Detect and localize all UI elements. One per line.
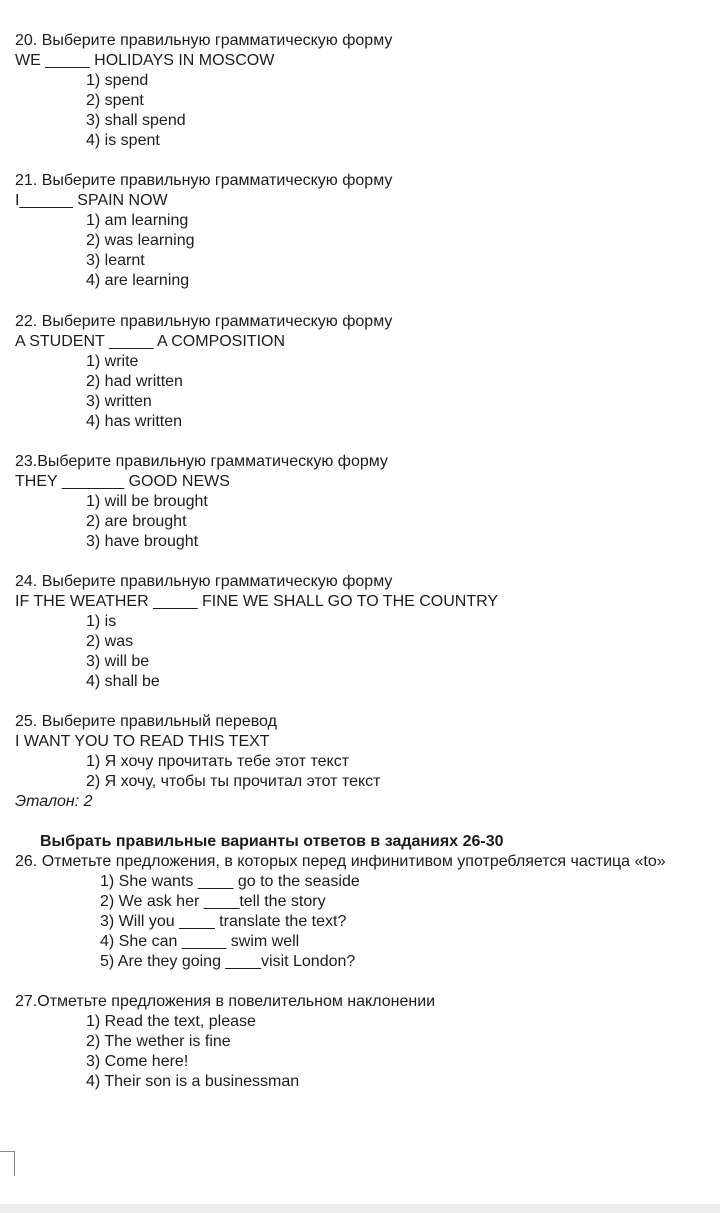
q25-option: 1) Я хочу прочитать тебе этот текст (86, 753, 350, 770)
q23-option: 2) are brought (86, 513, 187, 530)
q20-option: 4) is spent (86, 132, 160, 149)
q24-stem: IF THE WEATHER _____ FINE WE SHALL GO TO THE COUNTRY (15, 593, 499, 610)
q22-option: 1) write (86, 353, 139, 370)
footer-bar (0, 1204, 720, 1213)
q21-option: 3) learnt (86, 252, 145, 269)
q24-option: 1) is (86, 613, 117, 630)
section-heading: Выбрать правильные варианты ответов в заданиях 26-30 (40, 833, 504, 850)
q27-option: 4) Their son is a businessman (86, 1073, 300, 1090)
q25-prompt: 25. Выберите правильный перевод (15, 713, 277, 730)
q20-option: 3) shall spend (86, 112, 186, 129)
q22-prompt: 22. Выберите правильную грамматическую форму (15, 313, 393, 330)
q24-option: 3) will be (86, 653, 150, 670)
q21-prompt: 21. Выберите правильную грамматическую форму (15, 172, 393, 189)
q26-prompt: 26. Отметьте предложения, в которых перед инфинитивом употребляется частица «to» (15, 853, 666, 870)
q21-option: 4) are learning (86, 272, 190, 289)
q25-stem: I WANT YOU TO READ THIS TEXT (15, 733, 270, 750)
q20-option: 1) spend (86, 72, 149, 89)
q22-stem: A STUDENT _____ A COMPOSITION (15, 333, 286, 350)
q23-option: 1) will be brought (86, 493, 208, 510)
q27-option: 2) The wether is fine (86, 1033, 231, 1050)
q23-stem: THEY _______ GOOD NEWS (15, 473, 230, 490)
q21-option: 1) am learning (86, 212, 189, 229)
q25-option: 2) Я хочу, чтобы ты прочитал этот текст (86, 773, 381, 790)
q24-option: 4) shall be (86, 673, 160, 690)
q22-option: 2) had written (86, 373, 183, 390)
q24-option: 2) was (86, 633, 134, 650)
q26-option: 5) Are they going ____visit London? (100, 953, 356, 970)
q21-stem: I______ SPAIN NOW (15, 192, 168, 209)
q20-option: 2) spent (86, 92, 144, 109)
q24-prompt: 24. Выберите правильную грамматическую форму (15, 573, 393, 590)
q25-answer: Эталон: 2 (15, 793, 93, 810)
q26-option: 2) We ask her ____tell the story (100, 893, 326, 910)
q23-prompt: 23.Выберите правильную грамматическую форму (15, 453, 388, 470)
q22-option: 3) written (86, 393, 152, 410)
q26-option: 4) She can _____ swim well (100, 933, 300, 950)
q23-option: 3) have brought (86, 533, 199, 550)
q20-stem: WE _____ HOLIDAYS IN MOSCOW (15, 52, 275, 69)
q20-prompt: 20. Выберите правильную грамматическую форму (15, 32, 393, 49)
q26-option: 3) Will you ____ translate the text? (100, 913, 347, 930)
page-corner-mark (0, 1151, 15, 1176)
q22-option: 4) has written (86, 413, 183, 430)
q21-option: 2) was learning (86, 232, 195, 249)
q26-option: 1) She wants ____ go to the seaside (100, 873, 360, 890)
q27-option: 3) Come here! (86, 1053, 189, 1070)
q27-prompt: 27.Отметьте предложения в повелительном наклонении (15, 993, 436, 1010)
q27-option: 1) Read the text, please (86, 1013, 256, 1030)
